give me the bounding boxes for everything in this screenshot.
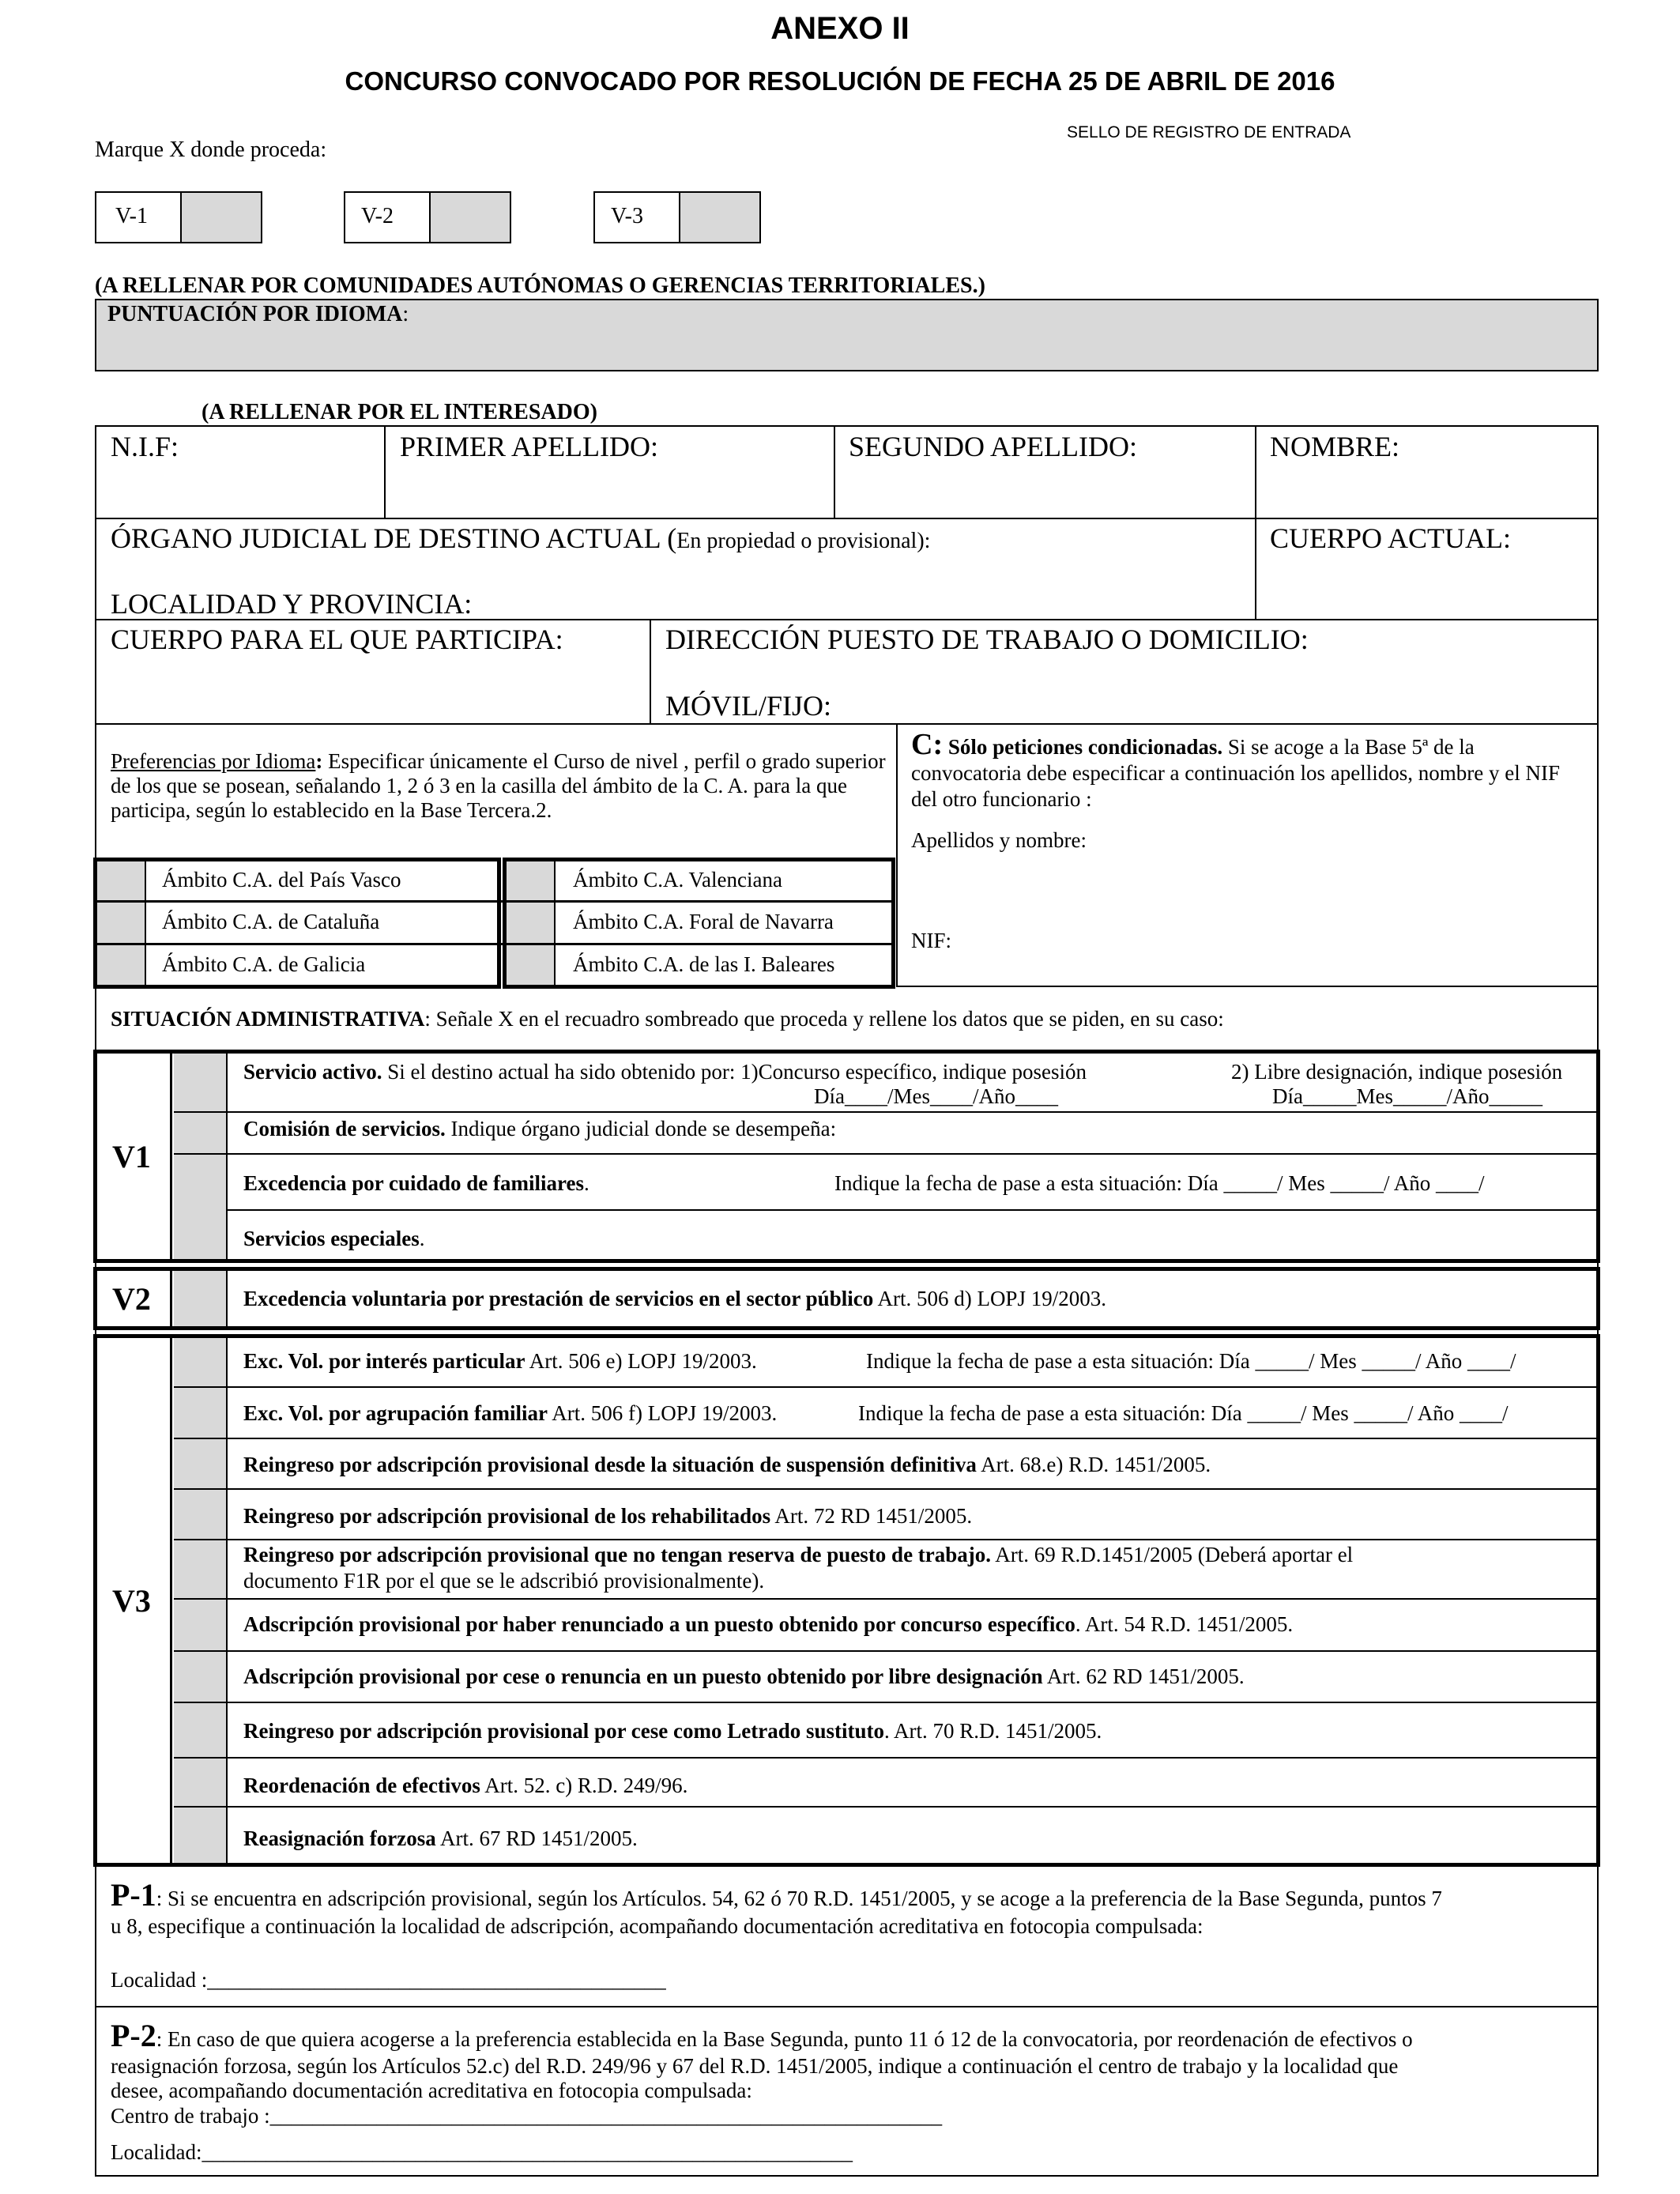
v3-row-reorganization: Reordenación de efectivos Art. 52. c) R.D. 249/96. <box>243 1774 688 1797</box>
lang-checkbox-valenciana[interactable] <box>507 861 554 901</box>
v3-row-no-reserve-cont: documento F1R por el que se le adscribió provisionalmente). <box>243 1569 765 1593</box>
v3-row-free-designation: Adscripción provisional por cese o renuncia en un puesto obtenido por libre designación Art. 62 RD 1451/2005. <box>243 1664 1245 1688</box>
p1-label: P-1 <box>111 1877 156 1913</box>
v1-checkbox-active-service[interactable] <box>174 1054 226 1111</box>
applicant-section-heading: (A RELLENAR POR EL INTERESADO) <box>202 400 597 424</box>
name-field[interactable]: NOMBRE: <box>1270 431 1400 462</box>
v3-row-specific-contest: Adscripción provisional por haber renunciado a un puesto obtenido por concurso específico. Art. 54 R.D. 1451/2005. <box>243 1612 1294 1636</box>
option-v2 <box>344 191 511 243</box>
lang-item-label: Ámbito C.A. Foral de Navarra <box>573 910 834 933</box>
v1-checkbox-family-leave[interactable] <box>174 1155 226 1209</box>
v1-row-special-services: Servicios especiales. <box>243 1227 425 1250</box>
option-v1-label: V-1 <box>115 204 148 228</box>
p2-work-center-field[interactable]: Centro de trabajo :_______________________________________________________________ <box>111 2104 943 2128</box>
lang-checkbox-cataluna[interactable] <box>97 903 145 943</box>
v1-date-free[interactable]: Día_____Mes_____/Año_____ <box>1272 1084 1543 1108</box>
participating-body-field[interactable]: CUERPO PARA EL QUE PARTICIPA: <box>111 624 563 655</box>
v1-row-family-leave: Excedencia por cuidado de familiares. <box>243 1171 590 1195</box>
p2-label: P-2 <box>111 2018 156 2053</box>
locality-province-field[interactable]: LOCALIDAD Y PROVINCIA: <box>111 588 473 620</box>
language-score-field[interactable] <box>95 299 1599 371</box>
page-title: CONCURSO CONVOCADO POR RESOLUCIÓN DE FECHA 25 DE ABRIL DE 2016 <box>345 66 1335 96</box>
v3-row-substitute: Reingreso por adscripción provisional por cese como Letrado sustituto. Art. 70 R.D. 1451/2005. <box>243 1719 1102 1743</box>
v3-checkbox-forced-reassignment[interactable] <box>174 1808 226 1863</box>
v3-checkbox-substitute[interactable] <box>174 1703 226 1757</box>
v3-checkbox-suspension[interactable] <box>174 1439 226 1488</box>
v2-label: V2 <box>112 1281 151 1317</box>
mark-instruction: Marque X donde proceda: <box>95 138 327 162</box>
lang-item-label: Ámbito C.A. del País Vasco <box>162 868 401 892</box>
v3-row-forced-reassignment: Reasignación forzosa Art. 67 RD 1451/2005. <box>243 1826 638 1850</box>
v1-checkbox-commission[interactable] <box>174 1113 226 1153</box>
conditional-letter: C: <box>911 728 944 761</box>
v3-checkbox-family-group[interactable] <box>174 1388 226 1438</box>
nif-field[interactable]: N.I.F: <box>111 431 179 462</box>
ccaa-section-heading: (A RELLENAR POR COMUNIDADES AUTÓNOMAS O GERENCIAS TERRITORIALES.) <box>95 273 985 298</box>
p2-text-line3: desee, acompañando documentación acreditativa en fotocopia compulsada: <box>111 2079 752 2102</box>
option-v1-checkbox[interactable] <box>180 193 261 242</box>
lang-checkbox-baleares[interactable] <box>507 945 554 985</box>
annex-title: ANEXO II <box>770 11 910 46</box>
current-body-field[interactable]: CUERPO ACTUAL: <box>1270 522 1512 554</box>
lang-item-label: Ámbito C.A. de Cataluña <box>162 910 380 933</box>
lang-checkbox-galicia[interactable] <box>97 945 145 985</box>
conditional-names-field[interactable]: Apellidos y nombre: <box>911 828 1087 852</box>
option-v2-checkbox[interactable] <box>429 193 510 242</box>
option-v3 <box>593 191 761 243</box>
v3-row-rehabilitated: Reingreso por adscripción provisional de los rehabilitados Art. 72 RD 1451/2005. <box>243 1504 973 1528</box>
first-surname-field[interactable]: PRIMER APELLIDO: <box>400 431 659 462</box>
v3-family-group-date[interactable]: Indique la fecha de pase a esta situación: Día _____/ Mes _____/ Año ____/ <box>858 1401 1509 1425</box>
address-field[interactable]: DIRECCIÓN PUESTO DE TRABAJO O DOMICILIO: <box>665 624 1309 655</box>
option-v1 <box>95 191 262 243</box>
v1-checkbox-special-services[interactable] <box>174 1211 226 1259</box>
v1-date-contest[interactable]: Día____/Mes____/Año____ <box>814 1084 1058 1108</box>
v3-row-no-reserve: Reingreso por adscripción provisional que no tengan reserva de puesto de trabajo. Art. 69 R.D.1451/2005 (Deberá aportar el <box>243 1543 1354 1566</box>
conditional-nif-field[interactable]: NIF: <box>911 929 952 952</box>
current-organ-label: ÓRGANO JUDICIAL DE DESTINO ACTUAL ( <box>111 522 677 554</box>
v3-checkbox-rehabilitated[interactable] <box>174 1490 226 1539</box>
conditional-requests-text: C: Sólo peticiones condicionadas. Si se acoge a la Base 5ª de la convocatoria debe especificar a continuación los apellidos, nombre y el NIF del otro funcionario : <box>911 728 1560 811</box>
option-v2-label: V-2 <box>361 204 394 228</box>
v1-label: V1 <box>112 1139 151 1174</box>
language-score-label: PUNTUACIÓN POR IDIOMA <box>107 302 403 326</box>
v3-row-particular: Exc. Vol. por interés particular Art. 506 e) LOPJ 19/2003. <box>243 1349 757 1373</box>
p1-locality-field[interactable]: Localidad :___________________________________________ <box>111 1968 666 1992</box>
v1-family-leave-date[interactable]: Indique la fecha de pase a esta situación: Día _____/ Mes _____/ Año ____/ <box>834 1171 1485 1195</box>
language-preferences-label: Preferencias por Idioma <box>111 749 316 773</box>
current-organ-field[interactable] <box>111 522 930 555</box>
v2-row: Excedencia voluntaria por prestación de servicios en el sector público Art. 506 d) LOPJ 19/2003. <box>243 1287 1106 1310</box>
v3-particular-date[interactable]: Indique la fecha de pase a esta situación: Día _____/ Mes _____/ Año ____/ <box>866 1349 1516 1373</box>
p2-locality-field[interactable]: Localidad:_____________________________________________________________ <box>111 2140 853 2164</box>
v1-row-commission: Comisión de servicios. Indique órgano judicial donde se desempeña: <box>243 1117 837 1140</box>
v3-row-family-group: Exc. Vol. por agrupación familiar Art. 506 f) LOPJ 19/2003. <box>243 1401 778 1425</box>
v1-row-active-service: Servicio activo. Si el destino actual ha sido obtenido por: 1)Concurso específico, indique posesión <box>243 1060 1087 1084</box>
option-v3-checkbox[interactable] <box>679 193 759 242</box>
lang-item-label: Ámbito C.A. de Galicia <box>162 952 366 976</box>
phone-field[interactable]: MÓVIL/FIJO: <box>665 690 832 722</box>
v3-checkbox-specific-contest[interactable] <box>174 1600 226 1650</box>
second-surname-field[interactable]: SEGUNDO APELLIDO: <box>849 431 1137 462</box>
v3-checkbox-no-reserve[interactable] <box>174 1540 226 1598</box>
p2-text: P-2: En caso de que quiera acogerse a la preferencia establecida en la Base Segunda, punto 11 ó 12 de la convocatoria, por reordenación de efectivos o <box>111 2018 1413 2053</box>
language-preferences-text: Preferencias por Idioma: Especificar únicamente el Curso de nivel , perfil o grado superior de los que se posean, señalando 1, 2 ó 3 en la casilla del ámbito de la C. A. para la que participa, según lo establecido en la Base Tercera.2. <box>111 749 886 822</box>
language-score-colon: : <box>402 302 409 326</box>
lang-item-label: Ámbito C.A. Valenciana <box>573 868 782 892</box>
v3-checkbox-reorganization[interactable] <box>174 1759 226 1806</box>
p1-text: P-1: Si se encuentra en adscripción provisional, según los Artículos. 54, 62 ó 70 R.D. 1451/2005, y se acoge a la preferencia de la Base Segunda, puntos 7 <box>111 1877 1442 1913</box>
v3-checkbox-free-designation[interactable] <box>174 1652 226 1702</box>
v1-row-active-service-free: 2) Libre designación, indique posesión <box>1231 1060 1563 1084</box>
v3-label: V3 <box>112 1583 151 1619</box>
option-v3-label: V-3 <box>611 204 643 228</box>
v3-row-suspension: Reingreso por adscripción provisional desde la situación de suspensión definitiva Art. 68.e) R.D. 1451/2005. <box>243 1453 1211 1476</box>
registry-stamp-label: SELLO DE REGISTRO DE ENTRADA <box>1067 123 1351 141</box>
p2-text-line2: reasignación forzosa, según los Artículos 52.c) del R.D. 249/96 y 67 del R.D. 1451/2005, indique a continuación el centro de trabajo y la localidad que <box>111 2054 1399 2078</box>
v2-checkbox[interactable] <box>174 1271 226 1326</box>
v3-checkbox-particular[interactable] <box>174 1338 226 1386</box>
lang-checkbox-pais-vasco[interactable] <box>97 861 145 901</box>
lang-item-label: Ámbito C.A. de las I. Baleares <box>573 952 835 976</box>
lang-checkbox-navarra[interactable] <box>507 903 554 943</box>
p1-text-line2: u 8, especifique a continuación la localidad de adscripción, acompañando documentación acreditativa en fotocopia compulsada: <box>111 1914 1203 1938</box>
situation-heading: SITUACIÓN ADMINISTRATIVA: Señale X en el recuadro sombreado que proceda y rellene los datos que se piden, en su caso: <box>111 1007 1224 1031</box>
current-organ-note: En propiedad o provisional): <box>676 529 931 553</box>
